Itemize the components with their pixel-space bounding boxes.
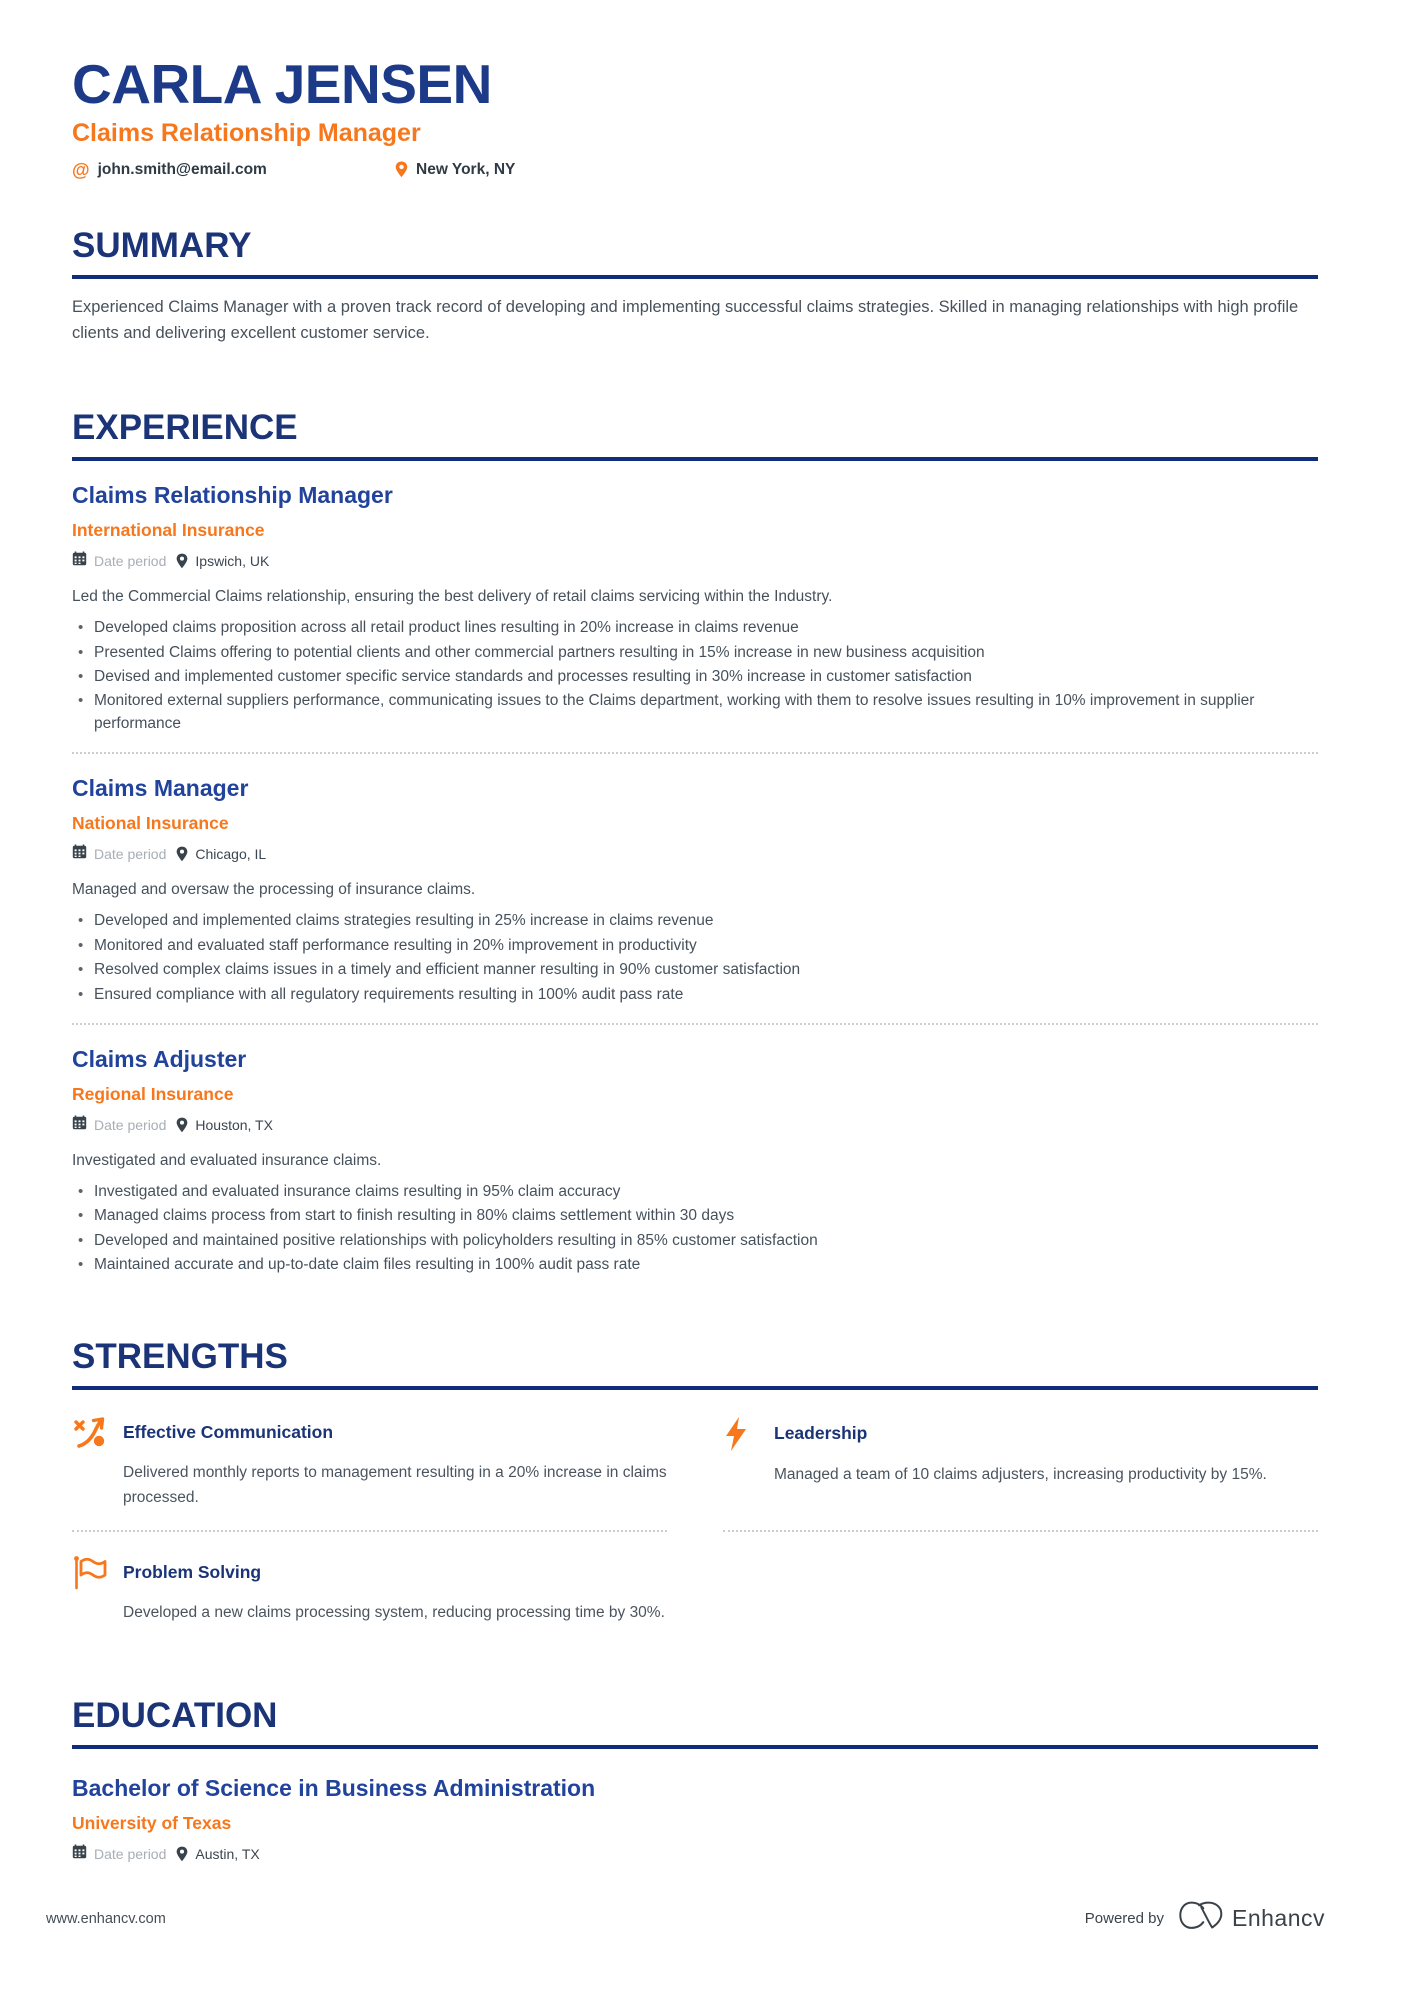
job-location: Chicago, IL — [195, 846, 267, 863]
strengths-heading: STRENGTHS — [72, 1337, 1318, 1390]
job-meta — [72, 1115, 1318, 1135]
job-entry-2 — [72, 775, 1318, 1006]
calendar-icon — [72, 551, 87, 571]
location-pin-icon — [395, 161, 408, 178]
job-location-group — [176, 1117, 273, 1133]
strength-header — [72, 1416, 667, 1450]
education-degree: Bachelor of Science in Business Administration — [72, 1775, 596, 1802]
at-icon: @ — [72, 159, 90, 180]
job-company: International Insurance — [72, 520, 265, 541]
strength-leadership — [723, 1394, 1318, 1533]
job-date: Date period — [94, 1116, 167, 1133]
job-bullet-list — [72, 910, 1318, 1006]
strength-header — [723, 1416, 1318, 1452]
job-bullet: • Maintained accurate and up-to-date claim files resulting in 100% audit pass rate — [72, 1254, 1318, 1276]
summary-text: Experienced Claims Manager with a proven track record of developing and implementing successful claims strategies. Skilled in managing relationships with high profile clients and delivering excellent customer service. — [72, 298, 1299, 342]
job-meta — [72, 844, 1318, 864]
job-date: Date period — [94, 553, 167, 570]
strength-title: Problem Solving — [123, 1561, 262, 1582]
job-bullet-list — [72, 617, 1318, 735]
job-bullet: • Presented Claims offering to potential clients and other commercial partners resulting in 15% increase in new business acquisition — [72, 642, 1318, 664]
job-bullet: • Developed and implemented claims strategies resulting in 25% increase in claims revenue — [72, 910, 1318, 932]
job-bullet-list — [72, 1181, 1318, 1277]
job-bullet: • Resolved complex claims issues in a timely and efficient manner resulting in 90% customer satisfaction — [72, 959, 1318, 981]
calendar-icon — [72, 1844, 87, 1864]
summary-heading: SUMMARY — [72, 226, 1318, 279]
job-bullet: • Devised and implemented customer specific service standards and processes resulting in 30% increase in customer satisfaction — [72, 666, 1318, 688]
summary-section — [72, 226, 1318, 346]
contact-row — [72, 161, 1318, 179]
location-pin-icon — [176, 553, 188, 569]
job-company: National Insurance — [72, 813, 229, 834]
location-pin-icon — [176, 1117, 188, 1133]
contact-location — [395, 161, 515, 179]
powered-by — [1085, 1900, 1325, 1937]
person-job-title: Claims Relationship Manager — [72, 118, 421, 147]
job-date: Date period — [94, 846, 167, 863]
education-school: University of Texas — [72, 1813, 232, 1834]
experience-section — [72, 408, 1318, 1276]
job-entry-1 — [72, 482, 1318, 735]
email-text: john.smith@email.com — [97, 160, 267, 178]
job-title: Claims Relationship Manager — [72, 482, 393, 509]
job-divider — [72, 1023, 1318, 1025]
education-heading: EDUCATION — [72, 1696, 1318, 1749]
location-pin-icon — [176, 846, 188, 862]
education-meta — [72, 1844, 1318, 1864]
job-meta — [72, 551, 1318, 571]
job-bullet: • Investigated and evaluated insurance claims resulting in 95% claim accuracy — [72, 1181, 1318, 1203]
job-location-group — [176, 553, 269, 569]
strength-header — [72, 1554, 667, 1590]
education-date: Date period — [94, 1846, 167, 1863]
job-company: Regional Insurance — [72, 1083, 234, 1104]
job-bullet: • Monitored external suppliers performance, communicating issues to the Claims department, working with them to resolve issues resulting in 10% improvement in supplier performance — [72, 690, 1318, 735]
strategy-icon — [72, 1416, 108, 1450]
job-divider — [72, 752, 1318, 754]
job-lead: Led the Commercial Claims relationship, ensuring the best delivery of retail claims servicing within the Industry. — [72, 588, 833, 606]
enhancv-logo[interactable] — [1178, 1900, 1325, 1937]
location-text: New York, NY — [416, 160, 516, 178]
enhancv-logo-mark-icon — [1178, 1900, 1224, 1937]
education-date-group — [72, 1844, 166, 1864]
location-pin-icon — [176, 1846, 188, 1862]
job-location-group — [176, 846, 266, 862]
education-location-group — [176, 1846, 259, 1862]
job-date-group — [72, 551, 166, 571]
job-bullet: • Ensured compliance with all regulatory requirements resulting in 100% audit pass rate — [72, 984, 1318, 1006]
flag-icon — [72, 1554, 108, 1590]
job-date-group — [72, 1115, 166, 1135]
strength-text: Managed a team of 10 claims adjusters, increasing productivity by 15%. — [774, 1465, 1267, 1483]
job-location: Houston, TX — [195, 1116, 273, 1133]
person-name: CARLA JENSEN — [72, 53, 492, 115]
strength-problem-solving — [72, 1532, 667, 1646]
job-title: Claims Adjuster — [72, 1045, 247, 1072]
lightning-icon — [723, 1416, 759, 1452]
powered-by-label: Powered by — [1084, 1910, 1164, 1927]
calendar-icon — [72, 1115, 87, 1135]
footer-website-link[interactable]: www.enhancv.com — [46, 1910, 166, 1927]
strengths-section — [72, 1337, 1318, 1647]
calendar-icon — [72, 844, 87, 864]
job-bullet: • Monitored and evaluated staff performance resulting in 20% improvement in productivity — [72, 935, 1318, 957]
strength-text: Developed a new claims processing system, reducing processing time by 30%. — [123, 1604, 665, 1622]
strength-effective-communication — [72, 1394, 667, 1533]
job-bullet: • Developed claims proposition across all retail product lines resulting in 20% increase in claims revenue — [72, 617, 1318, 639]
education-location: Austin, TX — [195, 1846, 260, 1863]
enhancv-wordmark: Enhancv — [1231, 1905, 1325, 1931]
strength-title: Leadership — [774, 1423, 868, 1444]
job-title: Claims Manager — [72, 775, 249, 802]
job-bullet: • Developed and maintained positive relationships with policyholders resulting in 85% customer satisfaction — [72, 1230, 1318, 1252]
job-lead: Managed and oversaw the processing of insurance claims. — [72, 881, 476, 899]
job-location: Ipswich, UK — [195, 553, 270, 570]
job-date-group — [72, 844, 166, 864]
job-entry-3 — [72, 1046, 1318, 1277]
resume-header — [72, 53, 1318, 180]
strengths-grid — [72, 1394, 1318, 1646]
job-bullet: • Managed claims process from start to finish resulting in 80% claims settlement within 30 days — [72, 1205, 1318, 1227]
contact-email[interactable] — [72, 161, 395, 179]
strength-text: Delivered monthly reports to management resulting in a 20% increase in claims processed. — [123, 1463, 667, 1506]
job-lead: Investigated and evaluated insurance claims. — [72, 1151, 382, 1169]
education-section — [72, 1696, 1318, 1864]
strength-title: Effective Communication — [123, 1422, 334, 1443]
page-footer — [46, 1900, 1325, 1937]
experience-heading: EXPERIENCE — [72, 408, 1318, 461]
